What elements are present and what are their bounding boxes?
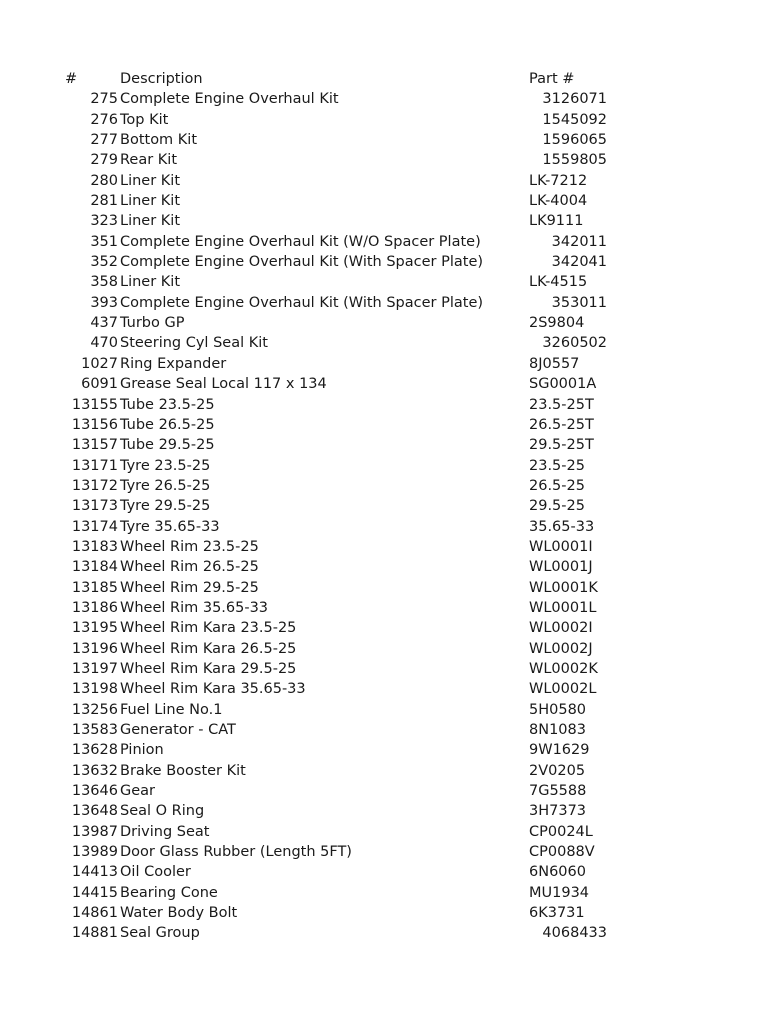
row-description: Steering Cyl Seal Kit bbox=[120, 335, 268, 352]
table-row bbox=[0, 354, 768, 374]
row-number: 13989 bbox=[71, 844, 118, 861]
row-part-number: 2S9804 bbox=[529, 315, 585, 332]
table-row bbox=[0, 842, 768, 862]
row-description: Bottom Kit bbox=[120, 132, 198, 149]
row-number: 13173 bbox=[71, 498, 118, 515]
row-description: Seal O Ring bbox=[120, 803, 205, 820]
row-part-number: 342041 bbox=[551, 254, 607, 271]
row-number: 437 bbox=[90, 315, 118, 332]
row-description: Wheel Rim 29.5-25 bbox=[120, 579, 259, 596]
row-description: Driving Seat bbox=[120, 823, 210, 840]
header-row bbox=[0, 69, 768, 89]
row-description: Complete Engine Overhaul Kit (W/O Spacer Plate) bbox=[120, 233, 481, 250]
row-part-number: MU1934 bbox=[529, 884, 590, 901]
row-number: 13186 bbox=[71, 599, 118, 616]
table-row bbox=[0, 496, 768, 516]
row-number: 14413 bbox=[71, 864, 118, 881]
row-number: 13646 bbox=[71, 783, 118, 800]
row-number: 13648 bbox=[71, 803, 118, 820]
row-part-number: 35.65-33 bbox=[529, 518, 595, 535]
row-description: Wheel Rim 35.65-33 bbox=[120, 599, 269, 616]
table-row bbox=[0, 862, 768, 882]
row-number: 13184 bbox=[71, 559, 118, 576]
row-description: Wheel Rim 23.5-25 bbox=[120, 538, 259, 555]
table-row bbox=[0, 700, 768, 720]
row-number: 279 bbox=[90, 152, 118, 169]
row-part-number: SG0001A bbox=[529, 376, 597, 393]
row-description: Generator - CAT bbox=[120, 722, 236, 738]
row-part-number: 29.5-25 bbox=[529, 498, 585, 515]
table-row bbox=[0, 801, 768, 821]
table-row bbox=[0, 130, 768, 150]
row-number: 276 bbox=[90, 111, 118, 128]
table-row bbox=[0, 435, 768, 455]
table-row bbox=[0, 781, 768, 801]
table-row bbox=[0, 883, 768, 903]
table-row bbox=[0, 150, 768, 170]
row-number: 470 bbox=[90, 335, 118, 352]
row-description: Seal Group bbox=[120, 925, 200, 942]
row-number: 13195 bbox=[71, 620, 118, 637]
row-number: 13628 bbox=[71, 742, 118, 759]
row-number: 13156 bbox=[71, 416, 118, 433]
row-description: Wheel Rim Kara 35.65-33 bbox=[120, 681, 306, 698]
row-part-number: WL0002J bbox=[529, 640, 593, 657]
row-number: 14415 bbox=[71, 884, 118, 901]
row-part-number: 9W1629 bbox=[529, 742, 590, 759]
row-part-number: 3260502 bbox=[542, 335, 607, 352]
row-part-number: WL0002L bbox=[529, 681, 597, 698]
row-number: 393 bbox=[90, 294, 118, 311]
table-row bbox=[0, 232, 768, 252]
row-part-number: 7G5588 bbox=[529, 783, 587, 800]
row-description: Door Glass Rubber (Length 5FT) bbox=[120, 844, 352, 861]
table-row bbox=[0, 110, 768, 130]
row-description: Water Body Bolt bbox=[120, 905, 238, 922]
row-part-number: 6K3731 bbox=[529, 905, 585, 922]
row-description: Wheel Rim Kara 23.5-25 bbox=[120, 620, 297, 637]
row-part-number: 3H7373 bbox=[529, 803, 587, 820]
row-description: Wheel Rim Kara 29.5-25 bbox=[120, 660, 297, 677]
row-description: Liner Kit bbox=[120, 193, 181, 210]
row-description: Liner Kit bbox=[120, 172, 181, 189]
row-part-number: CP0088V bbox=[529, 844, 595, 861]
row-part-number: 342011 bbox=[551, 233, 607, 250]
table-row bbox=[0, 333, 768, 353]
row-description: Tube 29.5-25 bbox=[120, 437, 215, 454]
row-number: 275 bbox=[90, 91, 118, 108]
row-number: 323 bbox=[90, 213, 118, 230]
row-number: 280 bbox=[90, 172, 118, 189]
row-part-number: LK-7212 bbox=[529, 172, 588, 189]
row-part-number: 23.5-25 bbox=[529, 457, 585, 474]
row-number: 13196 bbox=[71, 640, 118, 657]
table-row bbox=[0, 252, 768, 272]
row-part-number: 1559805 bbox=[542, 152, 607, 169]
row-number: 351 bbox=[90, 233, 118, 250]
row-description: Turbo GP bbox=[120, 315, 185, 332]
row-description: Oil Cooler bbox=[120, 864, 191, 881]
table-row bbox=[0, 659, 768, 679]
row-part-number: 2V0205 bbox=[529, 762, 586, 779]
row-description: Ring Expander bbox=[120, 355, 227, 372]
table-row bbox=[0, 313, 768, 333]
row-part-number: 6N6060 bbox=[529, 864, 586, 881]
table-row bbox=[0, 395, 768, 415]
row-description: Liner Kit bbox=[120, 213, 181, 230]
table-row bbox=[0, 578, 768, 598]
table-row bbox=[0, 89, 768, 109]
row-description: Top Kit bbox=[120, 111, 169, 128]
table-row bbox=[0, 517, 768, 537]
table-row bbox=[0, 618, 768, 638]
row-number: 13583 bbox=[71, 722, 118, 738]
row-number: 13183 bbox=[71, 538, 118, 555]
row-part-number: 5H0580 bbox=[529, 701, 587, 718]
row-part-number: 26.5-25 bbox=[529, 477, 585, 494]
row-part-number: 1545092 bbox=[542, 111, 607, 128]
header-num: # bbox=[65, 71, 78, 87]
table-row bbox=[0, 761, 768, 781]
row-description: Grease Seal Local 117 x 134 bbox=[120, 376, 327, 393]
table-row bbox=[0, 171, 768, 191]
table-row bbox=[0, 293, 768, 313]
header-description: Description bbox=[120, 71, 203, 87]
row-number: 13198 bbox=[71, 681, 118, 698]
row-part-number: 8N1083 bbox=[529, 722, 586, 738]
row-part-number: WL0002I bbox=[529, 620, 593, 637]
row-number: 13155 bbox=[71, 396, 118, 413]
table-row bbox=[0, 272, 768, 292]
row-number: 13174 bbox=[71, 518, 118, 535]
row-part-number: 1596065 bbox=[542, 132, 607, 149]
table-row bbox=[0, 639, 768, 659]
row-part-number: 26.5-25T bbox=[529, 416, 594, 433]
row-description: Gear bbox=[120, 783, 156, 800]
row-description: Brake Booster Kit bbox=[120, 762, 246, 779]
row-description: Tube 23.5-25 bbox=[120, 396, 215, 413]
row-part-number: LK-4004 bbox=[529, 193, 588, 210]
row-part-number: LK9111 bbox=[529, 213, 584, 230]
row-number: 13172 bbox=[71, 477, 118, 494]
row-description: Rear Kit bbox=[120, 152, 178, 169]
table-row bbox=[0, 740, 768, 760]
table-row bbox=[0, 476, 768, 496]
table-row bbox=[0, 720, 768, 740]
table-row bbox=[0, 537, 768, 557]
row-part-number: WL0001J bbox=[529, 559, 593, 576]
table-row bbox=[0, 557, 768, 577]
table-row bbox=[0, 598, 768, 618]
row-number: 13185 bbox=[71, 579, 118, 596]
header-part-number: Part # bbox=[529, 71, 575, 87]
row-number: 281 bbox=[90, 193, 118, 210]
parts-table-body bbox=[0, 89, 768, 943]
row-description: Tyre 26.5-25 bbox=[120, 477, 211, 494]
row-number: 6091 bbox=[81, 376, 118, 393]
row-number: 352 bbox=[90, 254, 118, 271]
row-number: 13987 bbox=[71, 823, 118, 840]
table-row bbox=[0, 374, 768, 394]
row-part-number: 4068433 bbox=[542, 925, 607, 942]
row-number: 13197 bbox=[71, 660, 118, 677]
table-row bbox=[0, 679, 768, 699]
row-part-number: WL0002K bbox=[529, 660, 598, 677]
row-description: Pinion bbox=[120, 742, 164, 759]
row-part-number: 23.5-25T bbox=[529, 396, 594, 413]
row-part-number: 3126071 bbox=[542, 91, 607, 108]
row-part-number: CP0024L bbox=[529, 823, 593, 840]
row-number: 358 bbox=[90, 274, 118, 291]
row-description: Tube 26.5-25 bbox=[120, 416, 215, 433]
row-description: Complete Engine Overhaul Kit (With Spacer Plate) bbox=[120, 254, 484, 271]
table-row bbox=[0, 191, 768, 211]
row-number: 277 bbox=[90, 132, 118, 149]
table-row bbox=[0, 822, 768, 842]
row-description: Fuel Line No.1 bbox=[120, 701, 223, 718]
row-part-number: 29.5-25T bbox=[529, 437, 594, 454]
row-number: 13171 bbox=[71, 457, 118, 474]
row-description: Tyre 29.5-25 bbox=[120, 498, 211, 515]
row-description: Liner Kit bbox=[120, 274, 181, 291]
table-row bbox=[0, 903, 768, 923]
row-part-number: LK-4515 bbox=[529, 274, 588, 291]
parts-sheet bbox=[0, 69, 768, 944]
row-number: 13256 bbox=[71, 701, 118, 718]
row-description: Complete Engine Overhaul Kit bbox=[120, 91, 339, 108]
row-number: 1027 bbox=[81, 355, 118, 372]
row-number: 14861 bbox=[71, 905, 118, 922]
table-row bbox=[0, 211, 768, 231]
row-description: Bearing Cone bbox=[120, 884, 218, 901]
row-description: Wheel Rim Kara 26.5-25 bbox=[120, 640, 297, 657]
table-row bbox=[0, 923, 768, 943]
table-row bbox=[0, 415, 768, 435]
row-part-number: WL0001K bbox=[529, 579, 598, 596]
row-number: 13157 bbox=[71, 437, 118, 454]
row-part-number: WL0001L bbox=[529, 599, 597, 616]
row-part-number: WL0001I bbox=[529, 538, 593, 555]
row-number: 14881 bbox=[71, 925, 118, 942]
row-part-number: 8J0557 bbox=[529, 355, 580, 372]
row-description: Tyre 35.65-33 bbox=[120, 518, 220, 535]
row-number: 13632 bbox=[71, 762, 118, 779]
row-description: Complete Engine Overhaul Kit (With Spacer Plate) bbox=[120, 294, 484, 311]
row-description: Tyre 23.5-25 bbox=[120, 457, 211, 474]
row-part-number: 353011 bbox=[551, 294, 607, 311]
row-description: Wheel Rim 26.5-25 bbox=[120, 559, 259, 576]
table-row bbox=[0, 456, 768, 476]
